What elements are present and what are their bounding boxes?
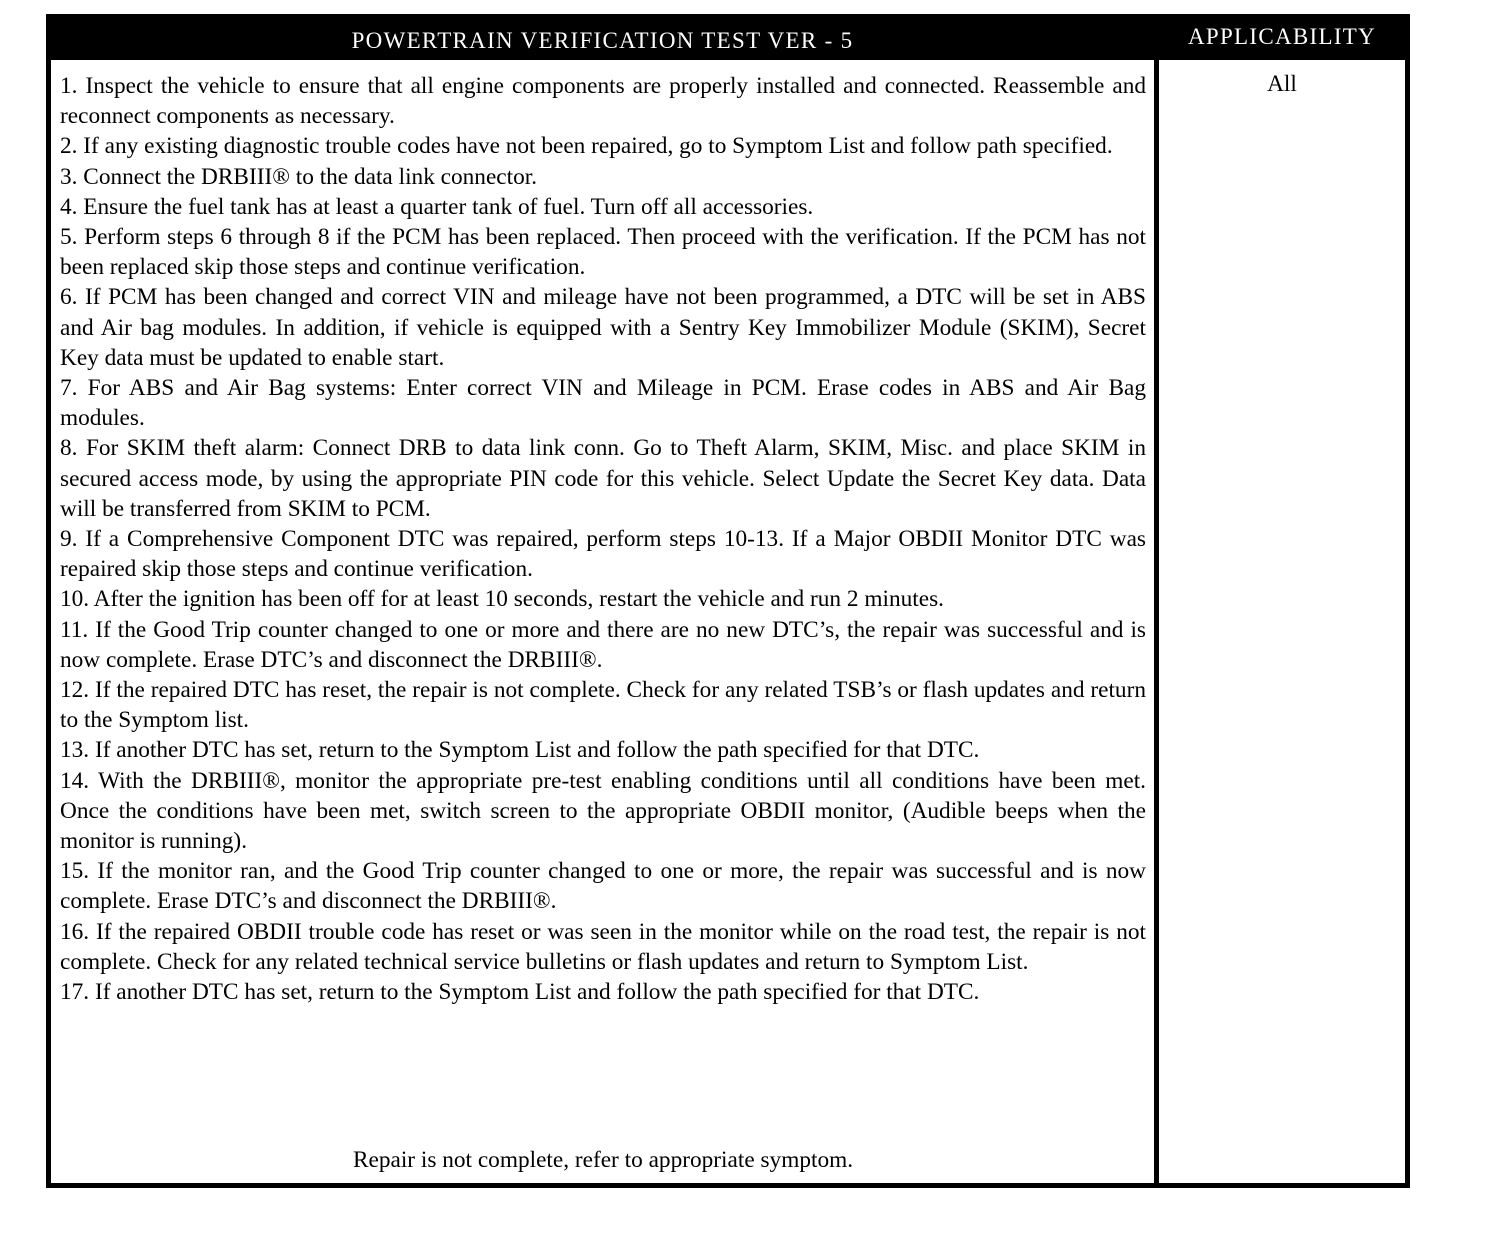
step-item: 4. Ensure the fuel tank has at least a quarter tank of fuel. Turn off all accessories. [60, 193, 814, 220]
step-item: 1. Inspect the vehicle to ensure that all engine components are properly installed and connected. Reassemble and reconnect components as necessary. [60, 73, 1146, 130]
column-divider [1154, 60, 1159, 1183]
test-title: POWERTRAIN VERIFICATION TEST VER - 5 [351, 28, 854, 53]
step-item: 10. After the ignition has been off for at least 10 seconds, restart the vehicle and run 2 minutes. [60, 586, 944, 613]
table-header [51, 19, 1405, 60]
step-item: 6. If PCM has been changed and correct VIN and mileage have not been programmed, a DTC will be set in ABS and Air bag modules. In addition, if vehicle is equipped with a Sentry Key Immobilizer Module (SKIM), Secret Key data must be updated to enable start. [60, 284, 1146, 371]
step-item: 9. If a Comprehensive Component DTC was repaired, perform steps 10-13. If a Major OBDII Monitor DTC was repaired skip those steps and continue verification. [60, 526, 1146, 583]
steps-list [60, 71, 1146, 1007]
step-item: 17. If another DTC has set, return to the Symptom List and follow the path specified for that DTC. [60, 979, 980, 1006]
verification-test-table [46, 14, 1410, 1188]
step-item: 15. If the monitor ran, and the Good Trip counter changed to one or more, the repair was successful and is now complete. Erase DTC’s and disconnect the DRBIII®. [60, 858, 1146, 915]
applicability-value: All [1267, 71, 1297, 97]
step-item: 7. For ABS and Air Bag systems: Enter correct VIN and Mileage in PCM. Erase codes in ABS and Air Bag modules. [60, 375, 1146, 432]
step-item: 14. With the DRBIII®, monitor the appropriate pre-test enabling conditions until all conditions have been met. Once the conditions have been met, switch screen to the appropriate OBDII monitor, (Audible beeps when the monitor is running). [60, 767, 1146, 855]
step-item: 13. If another DTC has set, return to the Symptom List and follow the path specified for that DTC. [60, 737, 980, 764]
repair-incomplete-note: Repair is not complete, refer to appropriate symptom. [352, 1147, 854, 1173]
step-item: 3. Connect the DRBIII® to the data link connector. [60, 163, 538, 190]
step-item: 11. If the Good Trip counter changed to one or more and there are no new DTC’s, the repair was successful and is now complete. Erase DTC’s and disconnect the DRBIII®. [60, 616, 1146, 673]
step-item: 5. Perform steps 6 through 8 if the PCM has been replaced. Then proceed with the verification. If the PCM has not been replaced skip those steps and continue verification. [60, 224, 1146, 281]
step-item: 12. If the repaired DTC has reset, the repair is not complete. Check for any related TSB’s or flash updates and return to the Symptom list. [60, 677, 1146, 734]
step-item: 2. If any existing diagnostic trouble codes have not been repaired, go to Symptom List and follow path specified. [60, 133, 1113, 160]
applicability-header: APPLICABILITY [1187, 24, 1377, 49]
step-item: 8. For SKIM theft alarm: Connect DRB to data link conn. Go to Theft Alarm, SKIM, Misc. and place SKIM in secured access mode, by using the appropriate PIN code for this vehicle. Select Update the Secret Key data. Data will be transferred from SKIM to PCM. [60, 435, 1146, 522]
step-item: 16. If the repaired OBDII trouble code has reset or was seen in the monitor while on the road test, the repair is not complete. Check for any related technical service bulletins or flash updates and return to Symptom List. [60, 918, 1146, 975]
